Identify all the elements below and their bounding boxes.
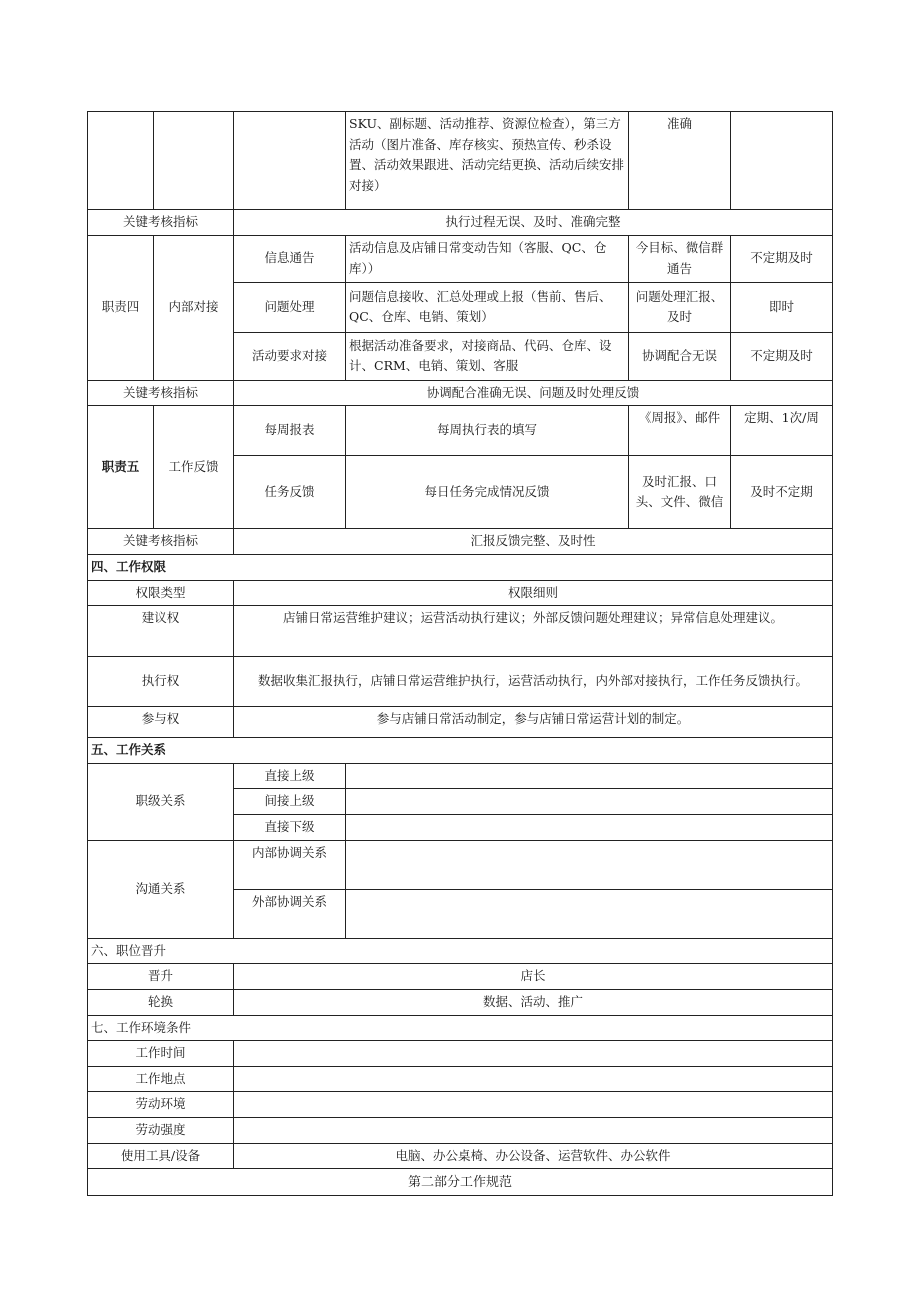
duty4-row — [88, 235, 833, 282]
duty5-area: 工作反馈 — [154, 406, 234, 529]
duty-standard: 今目标、微信群通告 — [629, 235, 731, 282]
duty3-continuation-row — [88, 112, 833, 210]
duty5-row — [88, 406, 833, 456]
environment-section-row — [88, 1015, 833, 1041]
duty-content: 问题信息接收、汇总处理或上报（售前、售后、QC、仓库、电销、策划） — [346, 282, 629, 332]
authority-row — [88, 657, 833, 707]
kpi-value: 汇报反馈完整、及时性 — [234, 529, 833, 555]
relation-item: 内部协调关系 — [234, 840, 346, 889]
environment-row — [88, 1143, 833, 1169]
section-title: 七、工作环境条件 — [88, 1015, 833, 1041]
environment-row — [88, 1066, 833, 1092]
promotion-section-row — [88, 938, 833, 964]
environment-row — [88, 1118, 833, 1144]
authority-detail: 店铺日常运营维护建议；运营活动执行建议；外部反馈问题处理建议；异常信息处理建议。 — [234, 606, 833, 657]
duty-task: 问题处理 — [234, 282, 346, 332]
duty-task: 活动要求对接 — [234, 332, 346, 380]
duty5-label: 职责五 — [88, 406, 154, 529]
environment-row — [88, 1041, 833, 1067]
promotion-value: 店长 — [234, 964, 833, 990]
duty-frequency: 不定期及时 — [731, 332, 833, 380]
authority-header-row — [88, 580, 833, 606]
column-header: 权限细则 — [234, 580, 833, 606]
authority-type: 参与权 — [88, 707, 234, 738]
duty-content: 每日任务完成情况反馈 — [346, 456, 629, 529]
authority-type: 建议权 — [88, 606, 234, 657]
duty3-kpi-row — [88, 210, 833, 236]
duty3-area-cell — [154, 112, 234, 210]
duty3-task-cell — [234, 112, 346, 210]
duty-content: 根据活动准备要求，对接商品、代码、仓库、设计、CRM、电销、策划、客服 — [346, 332, 629, 380]
relation-value — [346, 763, 833, 789]
kpi-label: 关键考核指标 — [88, 529, 234, 555]
promotion-label: 轮换 — [88, 989, 234, 1015]
section-title: 五、工作关系 — [88, 738, 833, 764]
duty-task: 信息通告 — [234, 235, 346, 282]
relation-item: 外部协调关系 — [234, 889, 346, 938]
authority-detail: 参与店铺日常活动制定，参与店铺日常运营计划的制定。 — [234, 707, 833, 738]
relation-value — [346, 789, 833, 815]
duty-content: 每周执行表的填写 — [346, 406, 629, 456]
relation-item: 直接上级 — [234, 763, 346, 789]
promotion-row — [88, 989, 833, 1015]
environment-label: 工作时间 — [88, 1041, 234, 1067]
duty3-content: SKU、副标题、活动推荐、资源位检查），第三方活动（图片准备、库存核实、预热宣传、秒杀设置、活动效果跟进、活动完结更换、活动后续安排对接） — [346, 112, 629, 210]
relation-row — [88, 840, 833, 889]
environment-value — [234, 1041, 833, 1067]
duty5-kpi-row — [88, 529, 833, 555]
section-title: 四、工作权限 — [88, 554, 833, 580]
kpi-value: 协调配合准确无误、问题及时处理反馈 — [234, 380, 833, 406]
environment-row — [88, 1092, 833, 1118]
duty-content: 活动信息及店铺日常变动告知（客服、QC、仓库）） — [346, 235, 629, 282]
environment-value — [234, 1092, 833, 1118]
kpi-value: 执行过程无误、及时、准确完整 — [234, 210, 833, 236]
part2-title: 第二部分工作规范 — [88, 1169, 833, 1196]
authority-detail: 数据收集汇报执行，店铺日常运营维护执行，运营活动执行，内外部对接执行，工作任务反馈执行。 — [234, 657, 833, 707]
kpi-label: 关键考核指标 — [88, 380, 234, 406]
environment-label: 工作地点 — [88, 1066, 234, 1092]
authority-section-row — [88, 554, 833, 580]
environment-label: 劳动环境 — [88, 1092, 234, 1118]
authority-row — [88, 606, 833, 657]
duty-standard: 问题处理汇报、及时 — [629, 282, 731, 332]
relation-value — [346, 889, 833, 938]
section-title: 六、职位晋升 — [88, 938, 833, 964]
environment-value — [234, 1118, 833, 1144]
relation-value — [346, 815, 833, 841]
job-description-table — [87, 111, 833, 1196]
authority-row — [88, 707, 833, 738]
duty4-label: 职责四 — [88, 235, 154, 380]
relation-item: 直接下级 — [234, 815, 346, 841]
duty-frequency: 及时不定期 — [731, 456, 833, 529]
part2-row — [88, 1169, 833, 1196]
authority-type: 执行权 — [88, 657, 234, 707]
duty3-freq-cell — [731, 112, 833, 210]
duty3-standard: 准确 — [629, 112, 731, 210]
duty-standard: 《周报》、邮件 — [629, 406, 731, 456]
duty-task: 任务反馈 — [234, 456, 346, 529]
kpi-label: 关键考核指标 — [88, 210, 234, 236]
environment-label: 使用工具/设备 — [88, 1143, 234, 1169]
duty4-kpi-row — [88, 380, 833, 406]
duty3-label-cell — [88, 112, 154, 210]
duty-frequency: 即时 — [731, 282, 833, 332]
rank-relation-label: 职级关系 — [88, 763, 234, 840]
comm-relation-label: 沟通关系 — [88, 840, 234, 938]
duty-standard: 及时汇报、口头、文件、微信 — [629, 456, 731, 529]
environment-value — [234, 1066, 833, 1092]
duty-task: 每周报表 — [234, 406, 346, 456]
duty-standard: 协调配合无误 — [629, 332, 731, 380]
relation-value — [346, 840, 833, 889]
duty-frequency: 不定期及时 — [731, 235, 833, 282]
relation-item: 间接上级 — [234, 789, 346, 815]
column-header: 权限类型 — [88, 580, 234, 606]
duty-frequency: 定期、1次/周 — [731, 406, 833, 456]
duty4-area: 内部对接 — [154, 235, 234, 380]
environment-label: 劳动强度 — [88, 1118, 234, 1144]
relations-section-row — [88, 738, 833, 764]
promotion-label: 晋升 — [88, 964, 234, 990]
relation-row — [88, 763, 833, 789]
environment-value: 电脑、办公桌椅、办公设备、运营软件、办公软件 — [234, 1143, 833, 1169]
promotion-row — [88, 964, 833, 990]
promotion-value: 数据、活动、推广 — [234, 989, 833, 1015]
